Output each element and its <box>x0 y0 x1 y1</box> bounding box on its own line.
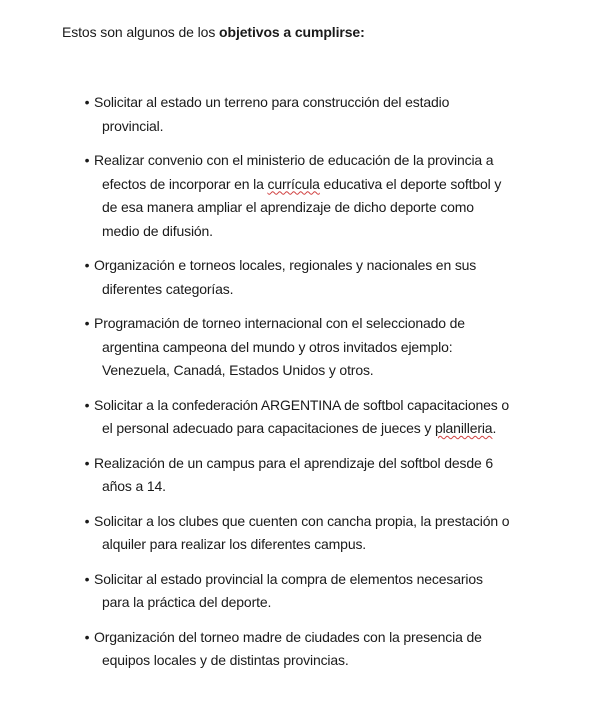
list-item-line: alquiler para realizar los diferentes campus. <box>102 536 367 552</box>
list-item-line: Realizar convenio con el ministerio de educación de la provincia a <box>94 152 494 168</box>
list-item <box>80 626 586 673</box>
list-item-line: Organización del torneo madre de ciudades con la presencia de <box>94 628 482 645</box>
list-item-line: Venezuela, Canadá, Estados Unidos y otros. <box>102 362 374 378</box>
list-item-line: efectos de incorporar en la currícula educativa el deporte softbol y <box>102 175 502 192</box>
intro-text: Estos son algunos de los <box>62 24 220 40</box>
bullet-icon: • <box>84 315 90 331</box>
list-item <box>80 91 586 138</box>
list-item-line: Solicitar al estado provincial la compra de elementos necesarios <box>94 570 483 587</box>
list-item-line: Organización e torneos locales, regionales y nacionales en sus <box>94 257 477 273</box>
objectives-list <box>80 91 586 673</box>
intro-paragraph <box>62 23 586 41</box>
intro-bold-text: objetivos a cumplirse: <box>219 24 365 40</box>
list-item-line: Solicitar a la confederación ARGENTINA de softbol capacitaciones o <box>94 396 509 413</box>
list-item-line: Solicitar a los clubes que cuenten con cancha propia, la prestación o <box>94 512 510 529</box>
list-item-line: el personal adecuado para capacitaciones de jueces y planilleria. <box>102 420 497 436</box>
list-item-line: diferentes categorías. <box>102 280 234 297</box>
list-item-line: provincial. <box>102 117 164 134</box>
list-item-line: Programación de torneo internacional con el seleccionado de <box>94 315 465 331</box>
bullet-icon: • <box>84 454 90 471</box>
list-item-line: medio de difusión. <box>102 222 213 239</box>
list-item <box>80 452 586 499</box>
list-item-line: para la práctica del deporte. <box>102 594 272 610</box>
bullet-icon: • <box>84 628 90 645</box>
list-item <box>80 568 586 615</box>
list-item <box>80 312 586 383</box>
bullet-icon: • <box>84 570 90 587</box>
list-item <box>80 394 586 441</box>
list-item-line: años a 14. <box>102 478 166 494</box>
list-item <box>80 254 586 301</box>
list-item-line: argentina campeona del mundo y otros invitados ejemplo: <box>102 338 453 355</box>
bullet-icon: • <box>84 152 90 168</box>
list-item-line: de esa manera ampliar el aprendizaje de dicho deporte como <box>102 199 474 215</box>
list-item <box>80 149 586 243</box>
list-item-line: Solicitar al estado un terreno para construcción del estadio <box>94 94 450 110</box>
list-item <box>80 510 586 557</box>
bullet-icon: • <box>84 257 90 273</box>
list-item-line: Realización de un campus para el aprendizaje del softbol desde 6 <box>94 454 493 471</box>
spellcheck-flagged-word[interactable]: currícula <box>267 175 320 192</box>
bullet-icon: • <box>84 396 90 413</box>
bullet-icon: • <box>84 94 90 110</box>
spellcheck-flagged-word[interactable]: planilleria <box>434 420 493 436</box>
list-item-line: equipos locales y de distintas provincias. <box>102 652 349 668</box>
bullet-icon: • <box>84 512 90 529</box>
